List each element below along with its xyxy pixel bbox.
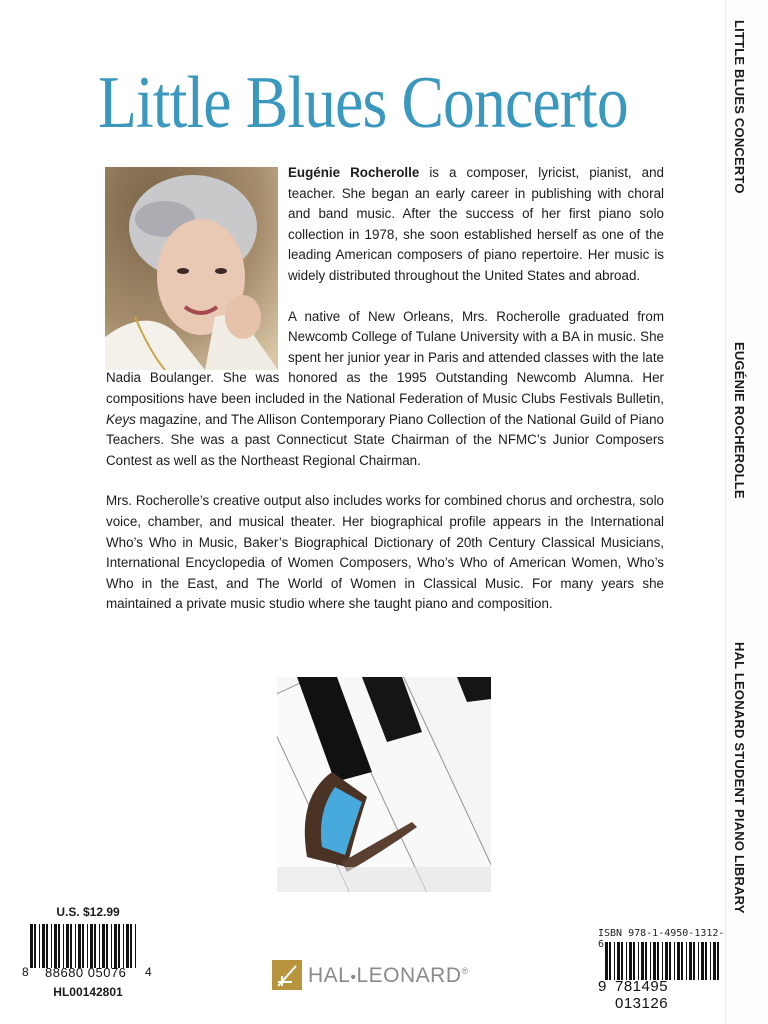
barcode-bar <box>130 924 132 968</box>
barcode-bar <box>717 942 719 980</box>
barcode-bar <box>662 942 663 980</box>
barcode-bar <box>713 942 716 980</box>
upc-digits: 88680 05076 <box>45 965 127 980</box>
barcode-bar <box>677 942 680 980</box>
barcode-bar <box>123 924 124 968</box>
barcode-bar <box>118 924 120 968</box>
barcode-bar <box>629 942 632 980</box>
barcode-bar <box>621 942 623 980</box>
barcode-bar <box>54 924 57 968</box>
barcode-bar <box>106 924 108 968</box>
barcode-bar <box>42 924 45 968</box>
barcode-bar <box>645 942 647 980</box>
upc-digit-right: 4 <box>145 965 152 979</box>
upc-digit-left: 8 <box>22 965 29 979</box>
price-label: U.S. $12.99 <box>56 905 120 919</box>
barcode-bar <box>66 924 69 968</box>
barcode-bar <box>135 924 136 968</box>
barcode-bar <box>82 924 84 968</box>
isbn-label: ISBN 978-1-4950-1312-6 <box>598 928 725 950</box>
barcode-bar <box>626 942 627 980</box>
barcode-bar <box>102 924 105 968</box>
spine-series: HAL LEONARD STUDENT PIANO LIBRARY <box>732 642 747 914</box>
book-title: Little Blues Concerto <box>98 62 628 144</box>
barcode-bar <box>78 924 81 968</box>
barcode-bar <box>710 942 711 980</box>
barcode-bar <box>638 942 639 980</box>
bio-paragraph-3: Mrs. Rocherolle’s creative output also includes works for combined chorus and orchestra, solo voice, chamber, and musical theater. Her biographical profile appears in the International Who’s Who in Music, Baker’s Biographical Dictionary of 20th Century Classical Musicians, International Encyclopedia of Women Composers, Who’s Who of American Women, Who’s Who in the East, and The World of Women in Classical Music. For many years she maintained a private music studio where she taught piano and composition. <box>106 493 664 612</box>
barcode-bar <box>94 924 96 968</box>
bio-paragraph-2: A native of New Orleans, Mrs. Rocherolle graduated from Newcomb College of Tulane University with a BA in music. She spent her junior year in Paris and attended classes with the late Nadia Boulanger. She was honored as the 1995 Outstanding Newcomb Alumna. Her compositions have been included in the National Federation of Music Clubs Festivals Bulletin, Keys magazine, and The Allison Contemporary Piano Collection of the National Guild of Piano Teachers. She was a past Connecticut State Chairman of the NFMC’s Junior Composers Contest as well as the Northeast Regional Chairman. <box>106 308 664 468</box>
barcode-bar <box>665 942 668 980</box>
spine-title: LITTLE BLUES CONCERTO <box>732 20 747 194</box>
product-code: HL00142801 <box>53 985 123 999</box>
barcode-bar <box>51 924 52 968</box>
barcode-bar <box>70 924 72 968</box>
barcode-bar <box>111 924 112 968</box>
barcode-bar <box>650 942 651 980</box>
barcode-bar <box>87 924 88 968</box>
barcode-bar <box>99 924 100 968</box>
barcode-bar <box>657 942 659 980</box>
barcode-bar <box>698 942 699 980</box>
barcode-bar <box>126 924 129 968</box>
hal-leonard-logo <box>272 960 502 992</box>
barcode-bar <box>34 924 36 968</box>
barcode-bar <box>39 924 40 968</box>
barcode-bar <box>30 924 33 968</box>
barcode-bar <box>705 942 707 980</box>
barcode-bar <box>701 942 704 980</box>
barcode-bar <box>689 942 692 980</box>
author-biography <box>106 163 664 635</box>
barcode-bar <box>46 924 48 968</box>
barcode-bar <box>653 942 656 980</box>
piano-butterfly-illustration <box>277 677 491 892</box>
hal-leonard-logo-mark-icon <box>272 960 302 990</box>
bio-paragraph-1: Eugénie Rocherolle is a composer, lyricist, pianist, and teacher. She began an early career in publishing with choral and band music. After the success of her first piano solo collection in 1978, she soon established herself as one of the leading American composers of piano repertoire. Her music is widely distributed throughout the United States and abroad. <box>288 165 664 283</box>
barcode-bar <box>693 942 695 980</box>
author-name: Eugénie Rocherolle <box>288 165 420 180</box>
barcode-bar <box>63 924 64 968</box>
barcode-bar <box>605 942 608 980</box>
barcode-bar <box>641 942 644 980</box>
book-spine <box>725 0 768 1024</box>
piano-keys-photo <box>277 677 491 892</box>
magazine-title: Keys <box>106 411 136 427</box>
barcode-bar <box>681 942 683 980</box>
upc-barcode <box>30 924 140 968</box>
barcode-bar <box>617 942 620 980</box>
barcode-bar <box>75 924 76 968</box>
spine-author: EUGÉNIE ROCHEROLLE <box>732 342 747 499</box>
barcode-bar <box>686 942 687 980</box>
barcode-bar <box>114 924 117 968</box>
isbn-barcode <box>605 942 720 980</box>
isbn-digit-left: 9 <box>598 978 607 995</box>
barcode-bar <box>674 942 675 980</box>
barcode-bar <box>90 924 93 968</box>
isbn-digits: 781495 013126 <box>615 978 669 1012</box>
barcode-bar <box>58 924 60 968</box>
barcode-bar <box>669 942 671 980</box>
barcode-bar <box>609 942 611 980</box>
hal-leonard-wordmark: HAL•LEONARD® <box>308 964 469 987</box>
barcode-bar <box>614 942 615 980</box>
barcode-bar <box>633 942 635 980</box>
